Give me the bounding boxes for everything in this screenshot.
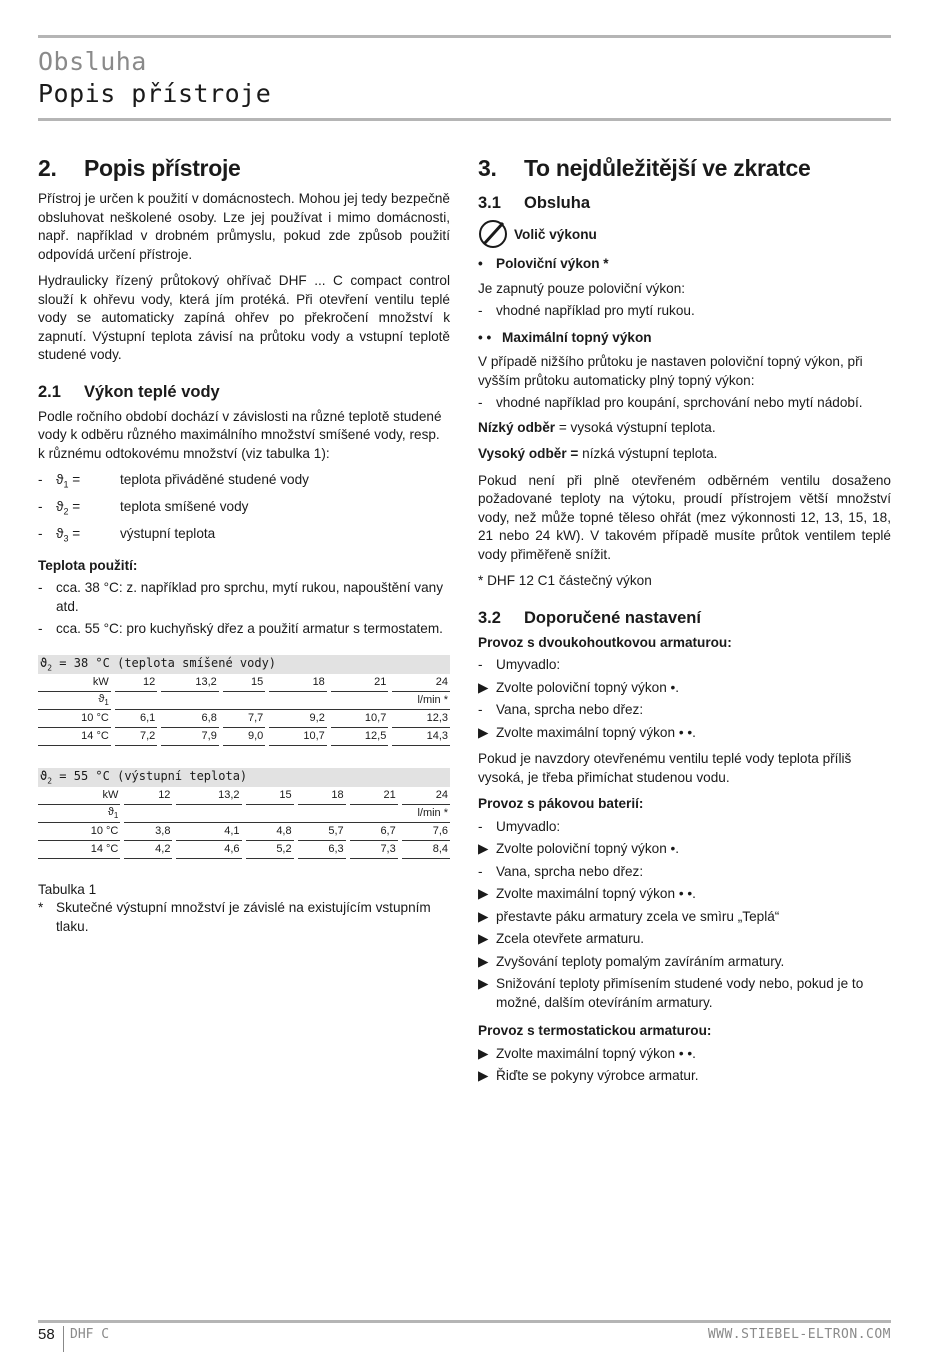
- paragraph-intro: Přístroj je určen k použití v domácnostech. Mohou jej tedy bezpečně obsluhovat neškolené osoby. Lze jej používat i mimo domácnosti, např. například v drobném průmyslu, pokud zde způsob použití odpovídá určení přístroje.: [38, 191, 450, 262]
- table-footnote: * Skutečné výstupní množství je závislé na existujícím vstupním tlaku.: [38, 900, 431, 934]
- table-row: $ϑ_1$ l/min *: [38, 805, 450, 823]
- data-table: [38, 768, 450, 859]
- table-row: 10 °C 3,8 4,1 4,8 5,7 6,7 7,6: [38, 823, 450, 841]
- header-rule-top: [38, 35, 891, 38]
- use-item: - cca. 55 °C: pro kuchyňský dřez a použití armatur s termostatem.: [38, 621, 443, 637]
- table-row: 14 °C 4,2 4,6 5,2 6,3 7,3 8,4: [38, 841, 450, 859]
- definition-text: teplota smíšené vody: [120, 499, 249, 515]
- subsection-title: Výkon teplé vody: [84, 382, 220, 401]
- document-name: DHF C: [70, 1327, 110, 1342]
- group-heading: Provoz s pákovou baterií:: [478, 796, 644, 811]
- right-column: [478, 155, 891, 1090]
- definition-item: - $ϑ_1$ = teplota přiváděné studené vody: [38, 471, 450, 494]
- definition-text: výstupní teplota: [120, 526, 216, 542]
- data-table: [38, 655, 450, 746]
- definition-item: - $ϑ_3$ = výstupní teplota: [38, 525, 450, 548]
- table-caption: Tabulka 1: [38, 881, 97, 897]
- subsection-3-2-heading: 3.2 Doporučené nastavení: [478, 608, 701, 627]
- section-2-heading: [38, 155, 450, 182]
- table-caption-row: $ϑ_2 = 55$ °C (výstupní teplota): [38, 768, 450, 787]
- list-item: ▶ Zvyšování teploty pomalým zavíráním armatury.: [478, 953, 785, 969]
- symbol: $ϑ_1$: [56, 472, 69, 490]
- power-selector-label: Volič výkonu: [514, 226, 597, 242]
- symbol: $ϑ_3$: [56, 526, 69, 545]
- use-item: - cca. 38 °C: z. například pro sprchu, mytí rukou, napouštění vany atd.: [38, 580, 444, 614]
- list-item: ▶ Zvolte poloviční topný výkon •.: [478, 679, 680, 695]
- list-item: - Umyvadlo:: [478, 818, 561, 834]
- power-selector-row: [478, 219, 891, 249]
- symbol-definitions: [38, 471, 450, 549]
- half-power-heading: • Poloviční výkon *: [478, 256, 609, 271]
- list-item: ▶ Zvolte maximální topný výkon • •.: [478, 1045, 696, 1061]
- list-item: ▶ Zcela otevřete armaturu.: [478, 931, 645, 946]
- page-number: 58: [38, 1326, 55, 1343]
- max-power-text: V případě nižšího průtoku je nastaven poloviční topný výkon, při vyšším průtoku automaticky plný topný výkon:: [478, 354, 863, 388]
- table-row: kW 12 13,2 15 18 21 24: [38, 787, 450, 805]
- low-draw-note: Nízký odběr = vysoká výstupní teplota.: [478, 419, 716, 435]
- group-heading: Provoz s dvoukohoutkovou armaturou:: [478, 634, 732, 650]
- subsection-2-1-heading: [38, 383, 450, 402]
- power-selector-icon: [478, 219, 510, 249]
- table-55: [38, 768, 450, 859]
- list-item: ▶ Zvolte maximální topný výkon • •.: [478, 724, 696, 740]
- header-section: Obsluha: [38, 47, 147, 76]
- table-row: 14 °C 7,2 7,9 9,0 10,7 12,5 14,3: [38, 728, 450, 746]
- dash-marker: -: [38, 472, 43, 487]
- paragraph-note: * DHF 12 C1 částečný výkon: [478, 573, 652, 588]
- dash-marker: -: [38, 499, 43, 515]
- half-power-text: Je zapnutý pouze poloviční výkon:: [478, 280, 686, 296]
- list-item: - vhodné například pro mytí rukou.: [478, 303, 695, 318]
- group-heading: Provoz s termostatickou armaturou:: [478, 1023, 712, 1038]
- list-item: - vhodné například pro koupání, sprchování nebo mytí nádobí.: [478, 395, 863, 410]
- list-item: ▶ Řiďte se pokyny výrobce armatur.: [478, 1068, 699, 1083]
- definition-item: - $ϑ_2$ = teplota smíšené vody: [38, 498, 450, 521]
- header-rule-bottom: [38, 118, 891, 121]
- paragraph-output: Podle ročního období dochází v závislosti na různé teplotě studené vody k odběru různého maximálního množství smíšené vody, resp. k různému odtokovému množství (viz tabulka 1):: [38, 408, 442, 461]
- list-item: ▶ Snižování teploty přimísením studené vody nebo, pokud je to možné, dalším otevíráním armatury.: [478, 976, 864, 1010]
- symbol: $ϑ_2$: [56, 499, 69, 517]
- footer-rule: [38, 1320, 891, 1323]
- website-url: WWW.STIEBEL-ELTRON.COM: [707, 1327, 891, 1342]
- paragraph-flow: Pokud není při plně otevřeném odběrném ventilu dosaženo požadované teploty na výtoku, proudí přístrojem větší množství vody, než může topné těleso ohřát (mez výkonnosti 12, 13, 15, 18, 21 nebo 24 kW). V takovém případě musíte průtok ventilem teplé vody přiměřeně snížit.: [478, 472, 891, 562]
- max-power-heading: • • Maximální topný výkon: [478, 329, 652, 345]
- table-caption-row: $ϑ_2 = 38$ °C (teplota smíšené vody): [38, 655, 450, 674]
- table-row: kW 12 13,2 15 18 21 24: [38, 674, 450, 692]
- paragraph-mix: Pokud je navzdory otevřenému ventilu teplé vody teplota příliš vysoká, je třeba přimíchat studenou vodu.: [478, 751, 852, 785]
- section-number: 2.: [38, 155, 57, 181]
- high-draw-note: Vysoký odběr = nízká výstupní teplota.: [478, 446, 718, 461]
- footer-separator: [63, 1326, 64, 1352]
- list-item: - Vana, sprcha nebo dřez:: [478, 863, 644, 879]
- list-item: ▶ Zvolte maximální topný výkon • •.: [478, 886, 696, 901]
- dash-marker: -: [38, 526, 43, 542]
- definition-text: teplota přiváděné studené vody: [120, 472, 309, 487]
- header-title: Popis přístroje: [38, 79, 272, 108]
- subsection-number: 2.1: [38, 382, 61, 401]
- use-heading: Teplota použití:: [38, 557, 138, 573]
- subsection-3-1-heading: 3.1 Obsluha: [478, 194, 591, 212]
- list-item: ▶ přestavte páku armatury zcela ve smìru „Teplá“: [478, 908, 780, 924]
- table-row: 10 °C 6,1 6,8 7,7 9,2 10,7 12,3: [38, 710, 450, 728]
- paragraph-hydraulic: Hydraulicky řízený průtokový ohřívač DHF ... C compact control slouží k ohřevu vody, která jím protéká. Při otevření ventilu teplé vody se automaticky zapíná ohřev po překročení množství k zapnutí. Výstupní teplota závisí na průtoku vody a vstupní teplotě studené vody.: [38, 273, 450, 362]
- left-column: [38, 155, 450, 940]
- section-title: Popis přístroje: [84, 155, 241, 181]
- table-38: [38, 655, 450, 746]
- list-item: ▶ Zvolte poloviční topný výkon •.: [478, 841, 680, 856]
- list-item: - Vana, sprcha nebo dřez:: [478, 702, 644, 717]
- list-item: - Umyvadlo:: [478, 657, 561, 672]
- section-3-heading: 3. To nejdůležitější ve zkratce: [478, 155, 811, 181]
- table-row: $ϑ_1$ l/min *: [38, 692, 450, 710]
